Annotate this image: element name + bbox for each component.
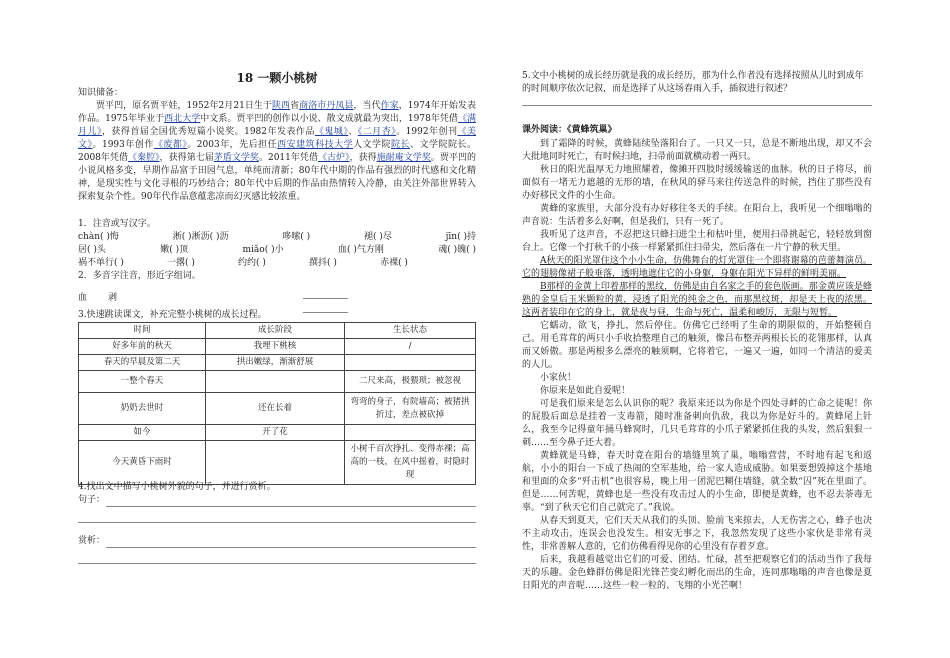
pinyin-item: 淅( )淅沥( )沥 bbox=[172, 232, 229, 242]
pinyin-item: 祸不单行( ) bbox=[78, 258, 124, 268]
table-row bbox=[79, 339, 476, 355]
pinyin-item: 撰抖( ) bbox=[309, 258, 337, 268]
bio-text: ，1974年开始发表作品。1975年毕业于 bbox=[78, 101, 476, 124]
answer-line bbox=[106, 547, 476, 548]
table-header: 时间 bbox=[79, 323, 206, 339]
pinyin-item: miǎo( )小 bbox=[242, 245, 284, 255]
bio-link[interactable]: 《古炉》 bbox=[317, 153, 350, 163]
paragraph: 可是我们原来是怎么认识你的呢？我原来还以为你是个四处寻衅的亡命之徒呢！你的屁股后面总是挂着一支毒箭，随时准备刺向仇敌，我以为你是好斗的。黄蜂尾上针么，我至今记得童年捅马蜂窝时，几只毛茸茸的小爪子紧紧抓住我的头发，然后狠狠一刺……至今鼻子还大着。 bbox=[522, 399, 872, 448]
bio-link[interactable]: 《鬼城》 bbox=[314, 127, 349, 137]
table-cell: / bbox=[345, 339, 476, 355]
bio-text: 。贾平凹的小说风格多变，早期作品富于田园气息，单纯而清新；80年代中期的作品有强烈的时代感和文化精神，是现实性与文化寻根的巧妙结合；80年代中后期的作品由热情转入冷静，由关注外部世界转入探索复杂个性。90年代作品意蕴悲凉而幻灭感比较浓重。 bbox=[78, 153, 476, 202]
bio-link[interactable]: 《废都》 bbox=[153, 140, 188, 150]
table-cell bbox=[345, 355, 476, 371]
table-cell bbox=[206, 371, 345, 393]
bio-text: 、 bbox=[348, 127, 358, 137]
table-cell: 还在长着 bbox=[206, 393, 345, 425]
bio-link[interactable]: 施耐庵文学奖 bbox=[376, 153, 431, 163]
bio-link[interactable]: 《美文》 bbox=[78, 127, 476, 150]
underlined-paragraph-b: B那样的金黄上印着那样的黑纹，仿佛是由自名家之手的套色版画。那金黄应该是蜂熟的金皇后玉米颗粒的黄，浸透了阳光的纯金之色，而那黑纹斑，却是天上夜的浓黑。这两者装印在它的身上，就是夜与昼，生命与死亡，温柔和峻厉，无限与短暂。 bbox=[522, 282, 872, 318]
growth-table bbox=[78, 322, 476, 485]
bio-text: 。2011年凭借 bbox=[258, 153, 318, 163]
paragraph: 秋日的阳光温厚无力地照耀着，像摊开四肢时缓缓输送的血脉。秋的日子将尽，前面似有一堵无力遮越的无形的墙，在秋风的驿马来往传送急件的时候，挡住了那些没有办好移民文件的小生命。 bbox=[522, 165, 872, 201]
table-cell: 小树千百次挣扎、变得赤裸；高高的一枝，在风中摇着，时隐时现 bbox=[345, 441, 476, 485]
paragraph: 从春天到夏天，它们天天从我们的头顶、脸前飞来掠去，人无伤害之心，蜂子也决不主动攻击，连误会也没发生。相安无事之下，我忽然发现了这些小家伙是非常有灵性，非常善解人意的，它们仿佛看得见你的心里没有存着歹意。 bbox=[522, 516, 872, 552]
table-header: 生长状态 bbox=[345, 323, 476, 339]
bio-link[interactable]: 《满月儿》 bbox=[78, 114, 476, 137]
table-cell: 二尺来高，极猥琐；被忽视 bbox=[345, 371, 476, 393]
paragraph: 黄蜂就是马蜂，春天时竟在阳台的墙缝里筑了巢，嗡嗡营营，不时地有起飞和返航，小小的阳台一下成了热闹的空军基地，给一家人造成威胁。如果要想毁掉这个基地和里面的众多“歼击机”也很容易，晚上用一团泥巴糊住墙缝，就全数“囚”死在里面了。但是……何苦呢，黄蜂也是一些没有攻击过人的小生命，即便是黄蜂，也不忍去荼毒无辜。“到了秋天它们自己就完了。”我说。 bbox=[522, 451, 872, 513]
question-1: 1．注音或写汉字。 bbox=[78, 219, 156, 229]
table-row bbox=[79, 371, 476, 393]
bio-text: 。1993年创作 bbox=[92, 140, 154, 150]
bio-text: 人文学院 bbox=[353, 140, 392, 150]
question-4: 4.找出文中描写小桃树外貌的句子，并进行赏析。 bbox=[78, 482, 276, 492]
pinyin-item: 血( )气方刚 bbox=[337, 245, 384, 255]
table-row bbox=[79, 393, 476, 425]
bio-text: 省 bbox=[290, 101, 300, 111]
bio-text: 中文系。贾平凹的创作以小说、散文成就最为突出，1978年凭借 bbox=[200, 114, 458, 124]
polyphone-item: 血 bbox=[78, 293, 88, 303]
bio-link[interactable]: 商洛市丹凤县 bbox=[299, 101, 354, 111]
paragraph: 到了霜降的时候，黄蜂陆续坠落阳台了。一只又一只，总是不断地出现，却又不会大批地同时死亡，有时候扫地，扫帚前面就横动着一两只。 bbox=[522, 139, 872, 162]
paragraph: 我听见了这声音，不忍把这只蜂扫进尘土和枯叶里，便用扫帚挑起它，轻轻放到窗台上。它像一个打秋千的小孩一样紧紧抓住扫帚尖，然后落在一片宁静的秋天里。 bbox=[522, 230, 872, 253]
pinyin-item: chàn( )悔 bbox=[78, 232, 119, 242]
pinyin-item: jīn( )持 bbox=[445, 232, 476, 242]
pinyin-item: 哆嗦( ) bbox=[282, 232, 311, 242]
table-cell: 今天黄昏下雨时 bbox=[79, 441, 206, 485]
table-cell: 好多年前的秋天 bbox=[79, 339, 206, 355]
bio-text: 。1992年创刊 bbox=[396, 127, 458, 137]
underlined-paragraph-a: A秋天的阳光罩住这个小小生命，仿佛舞台的灯光罩住一个即将谢幕的芭蕾舞演员。它的翅膀像裙子般垂落，透明地遮住它的小身躯，身躯在阳光下异样的鲜明美丽。 bbox=[522, 256, 872, 279]
answer-line bbox=[78, 522, 476, 523]
table-cell: 一整个春天 bbox=[79, 371, 206, 393]
bio-link[interactable]: 《二月杏》 bbox=[357, 127, 397, 137]
bio-link[interactable]: 茅盾文学奖 bbox=[213, 153, 259, 163]
sentence-label: 句子： bbox=[78, 495, 106, 505]
right-column bbox=[522, 0, 872, 658]
table-cell: 奶奶去世时 bbox=[79, 393, 206, 425]
table-row bbox=[79, 441, 476, 485]
table-row bbox=[79, 425, 476, 441]
table-cell: 春天的早晨及第二天 bbox=[79, 355, 206, 371]
bio-link[interactable]: 西北大学 bbox=[164, 114, 201, 124]
polyphone-item: 剥 bbox=[108, 293, 118, 303]
reading-body bbox=[522, 138, 872, 593]
paragraph: 后来，我越看越觉出它们的可爱、团结、忙碌，甚至把观察它们的活动当作了我每天的乐趣。金色蜂群仿佛是阳光锋芒变幻孵化而出的生命，连同那嗡嗡的声音也像是夏日阳光的声音呢……这些一粒一粒的、飞翔的小光芒啊！ bbox=[522, 555, 872, 591]
pinyin-item: 嫩( )顶 bbox=[160, 245, 189, 255]
pinyin-row-1 bbox=[78, 231, 476, 244]
author-bio bbox=[78, 100, 476, 204]
question-2: 2．多音字注音，形近字组词。 bbox=[78, 271, 201, 281]
bio-link[interactable]: 《秦腔》 bbox=[128, 153, 160, 163]
bio-text: ，获得第七届 bbox=[159, 153, 214, 163]
table-cell bbox=[206, 441, 345, 485]
answer-line bbox=[303, 312, 348, 313]
table-cell: 开了花 bbox=[206, 425, 345, 441]
bio-text: 贾平凹，原名贾平娃，1952年2月21日生于 bbox=[96, 101, 272, 111]
table-cell: 弯弯的身子，有院墙高；被猪拱折过，差点被砍掉 bbox=[345, 393, 476, 425]
bio-text: ，获得 bbox=[349, 153, 377, 163]
knowledge-label: 知识储备： bbox=[78, 88, 124, 98]
table-cell: 如今 bbox=[79, 425, 206, 441]
question-5: 5.文中小桃树的成长经历就是我的成长经历，那为什么作者没有选择按照从儿时到成年的时间顺序依次记叙，而是选择了从这场春雨入手，插叙进行叙述？ bbox=[522, 71, 864, 94]
pinyin-item: 一撂( ) bbox=[167, 258, 195, 268]
paragraph: 小家伙！ bbox=[540, 373, 577, 383]
lesson-title: 18 一颗小桃树 bbox=[236, 71, 318, 85]
bio-link[interactable]: 西安建筑科技大学 bbox=[277, 140, 354, 150]
pinyin-item: 赤裸( ) bbox=[380, 258, 408, 268]
pinyin-item: 褪( )尽 bbox=[363, 232, 392, 242]
bio-text: 。2003年，先后担任 bbox=[187, 140, 278, 150]
reading-title: 课外阅读：《黄蜂筑巢》 bbox=[522, 125, 617, 135]
pinyin-item: 魂( )魄( ) bbox=[438, 245, 476, 255]
answer-line bbox=[106, 506, 476, 507]
pinyin-row-2 bbox=[78, 244, 476, 257]
table-cell bbox=[345, 425, 476, 441]
paragraph-b bbox=[522, 281, 872, 320]
left-column bbox=[78, 0, 476, 658]
pinyin-item: 约约( ) bbox=[238, 258, 266, 268]
answer-line bbox=[522, 105, 872, 106]
bio-link[interactable]: 作家 bbox=[380, 101, 399, 111]
analysis-label: 赏析： bbox=[78, 536, 106, 546]
bio-text: 、文学院院长。2008年凭借 bbox=[78, 140, 476, 163]
answer-line bbox=[303, 298, 348, 299]
answer-line bbox=[78, 563, 476, 564]
question-3: 3.快速跳读课文，补充完整小桃树的成长过程。 bbox=[78, 310, 267, 320]
bio-text: ，获得首届全国优秀短篇小说奖。1982年发表作品 bbox=[101, 127, 315, 137]
pinyin-row-3 bbox=[78, 257, 408, 270]
table-row bbox=[79, 355, 476, 371]
paragraph: 你原来是如此自爱呢！ bbox=[540, 386, 631, 396]
table-cell: 我埋下桃核 bbox=[206, 339, 345, 355]
paragraph: 黄蜂的家族里，大部分没有办好移往冬天的手续。在阳台上，我听见一个细嗡嗡的声音说：生活着多么好啊，但是我们，只有一死了。 bbox=[522, 204, 872, 227]
table-header: 成长阶段 bbox=[206, 323, 345, 339]
bio-link[interactable]: 陕西 bbox=[272, 101, 291, 111]
bio-text: ，当代 bbox=[353, 101, 381, 111]
pinyin-item: 居( )头 bbox=[78, 245, 106, 255]
paragraph: 它蠕动，欲飞，挣扎，然后停住。仿佛它已经明了生命的期限似的，开始整顿自己。用毛茸茸的两只小手收拾整理自己的触须，像吕布整弄两根长长的花翎那样，认真而又娇傲。那是两根多么漂亮的触须啊，它将着它，一遍又一遍，如同一个清洁的爱美的人儿。 bbox=[522, 321, 872, 370]
bio-link[interactable]: 院长 bbox=[391, 140, 411, 150]
table-cell: 拱出嫩绿，渐渐舒展 bbox=[206, 355, 345, 371]
